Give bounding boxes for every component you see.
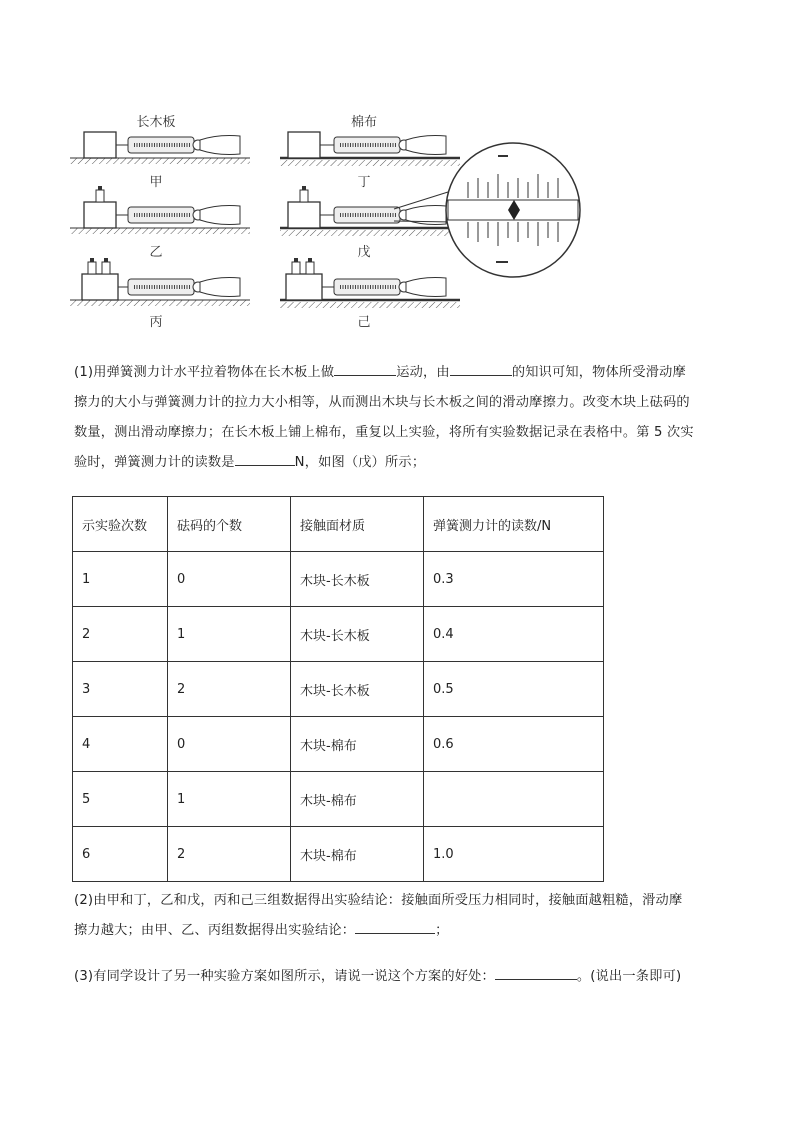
- label-yi: 乙: [149, 245, 163, 260]
- header-weights: 砝码的个数: [168, 497, 291, 552]
- table-cell: 0.3: [424, 552, 604, 607]
- table-cell: 木块-棉布: [291, 827, 424, 882]
- table-row: [73, 772, 604, 827]
- q1-line1-a: (1)用弹簧测力计水平拉着物体在长木板上做: [74, 365, 335, 380]
- table-cell: 0.6: [424, 717, 604, 772]
- question-2: [74, 886, 682, 946]
- table-cell: 2: [168, 827, 291, 882]
- table-cell: 5: [73, 772, 168, 827]
- label-wu: 戊: [357, 245, 371, 260]
- table-row: [73, 662, 604, 717]
- setup-ji: [280, 258, 460, 308]
- table-cell: 2: [168, 662, 291, 717]
- table-cell: 木块-棉布: [291, 717, 424, 772]
- q1-line2: 擦力的大小与弹簧测力计的拉力大小相等，从而测出木块与长木板之间的滑动摩擦力。改变木块上砝码的: [74, 395, 690, 410]
- data-table: [72, 496, 604, 882]
- label-cloth: 棉布: [350, 115, 378, 130]
- header-surface: 接触面材质: [291, 497, 424, 552]
- answer-blank-motion[interactable]: [334, 361, 396, 376]
- label-ji: 己: [357, 315, 371, 330]
- label-bing: 丙: [149, 315, 163, 330]
- q2-line2-b: ；: [435, 923, 449, 938]
- answer-blank-reading[interactable]: [235, 451, 295, 466]
- q3-text-a: (3)有同学设计了另一种实验方案如图所示，请说一说这个方案的好处：: [74, 969, 495, 984]
- setup-bing: [70, 258, 250, 306]
- table-cell-empty-answer[interactable]: [424, 772, 604, 827]
- table-cell: 0: [168, 717, 291, 772]
- experiment-figure: [68, 110, 588, 340]
- q2-line2-a: 擦力越大；由甲、乙、丙组数据得出实验结论：: [74, 923, 356, 938]
- question-1: [74, 358, 694, 478]
- q1-line1-c: 的知识可知，物体所受滑动摩: [511, 365, 686, 380]
- answer-blank-advantage[interactable]: [495, 965, 577, 980]
- label-board: 长木板: [136, 115, 176, 130]
- q1-line3: 数量，测出滑动摩擦力；在长木板上铺上棉布，重复以上实验，将所有实验数据记录在表格中。第 5 次实: [74, 425, 694, 440]
- table-cell: 1: [168, 607, 291, 662]
- table-cell: 1: [168, 772, 291, 827]
- table-cell: 6: [73, 827, 168, 882]
- table-cell: 木块-长木板: [291, 552, 424, 607]
- setup-wu: [280, 186, 460, 236]
- label-jia: 甲: [149, 175, 163, 190]
- answer-blank-conclusion[interactable]: [355, 919, 435, 934]
- table-row: [73, 552, 604, 607]
- header-reading: 弹簧测力计的读数/N: [424, 497, 604, 552]
- question-3: [74, 962, 681, 992]
- table-row: [73, 717, 604, 772]
- table-cell: 木块-长木板: [291, 662, 424, 717]
- table-cell: 0.5: [424, 662, 604, 717]
- table-cell: 0.4: [424, 607, 604, 662]
- table-cell: 2: [73, 607, 168, 662]
- q1-line4-a: 验时，弹簧测力计的读数是: [74, 455, 235, 470]
- setup-ding: [280, 132, 460, 166]
- table-cell: 0: [168, 552, 291, 607]
- q3-text-b: 。(说出一条即可): [576, 969, 682, 984]
- table-cell: 1.0: [424, 827, 604, 882]
- table-row: [73, 607, 604, 662]
- q1-line4-b: N，如图（戊）所示；: [294, 455, 426, 470]
- table-row: [73, 827, 604, 882]
- table-cell: 木块-棉布: [291, 772, 424, 827]
- magnified-scale: [446, 143, 580, 277]
- setup-yi: [70, 186, 250, 234]
- q1-line1-b: 运动，由: [396, 365, 450, 380]
- table-cell: 1: [73, 552, 168, 607]
- q2-line1: (2)由甲和丁，乙和戊，丙和己三组数据得出实验结论：接触面所受压力相同时，接触面越粗糙，滑动摩: [74, 893, 683, 908]
- label-ding: 丁: [357, 175, 371, 190]
- table-cell: 木块-长木板: [291, 607, 424, 662]
- table-header-row: [73, 497, 604, 552]
- table-cell: 3: [73, 662, 168, 717]
- answer-blank-knowledge[interactable]: [450, 361, 512, 376]
- header-trial: 示实验次数: [73, 497, 168, 552]
- setup-jia: [70, 132, 250, 164]
- table-cell: 4: [73, 717, 168, 772]
